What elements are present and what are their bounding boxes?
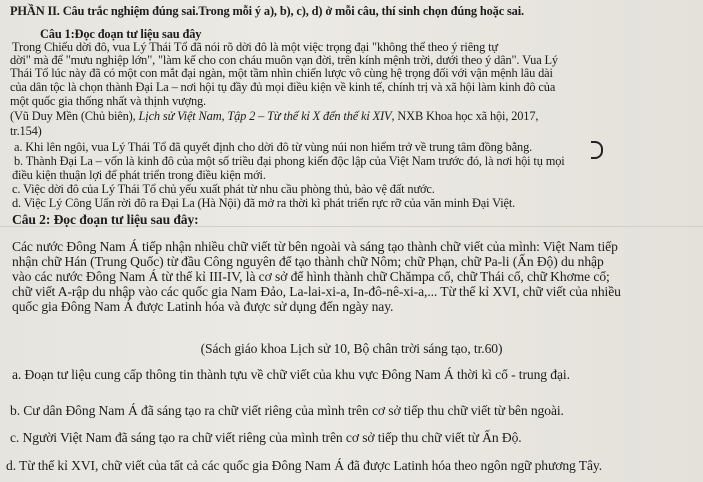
q1-title: Câu 1:Đọc đoạn tư liệu sau đây: [40, 27, 202, 41]
q1-source-page: tr.154): [10, 124, 42, 138]
q2-passage-line: Các nước Đông Nam Á tiếp nhận nhiều chữ viết từ bên ngoài và sáng tạo thành chữ viết của mình: Việt Nam tiếp: [12, 239, 618, 254]
q1-passage-line: Trong Chiếu dời đô, vua Lý Thái Tổ đã nói rõ dời đô là một việc trọng đại "không thể theo ý riêng tự: [12, 40, 498, 54]
handwritten-mark: [591, 141, 603, 159]
q1-source-title: Lịch sử Việt Nam, Tập 2 – Từ thế kỉ X đến thế kỉ XIV: [138, 109, 392, 123]
q1-passage-line: dời" mà để "mưu nghiệp lớn", "làm kế cho con cháu muôn vạn đời, trên kính mệnh trời, dưới theo ý dân". Vua Lý: [10, 53, 558, 67]
q1-passage-line: một quốc gia thống nhất và thịnh vượng.: [10, 94, 207, 108]
q2-passage-line: nhận chữ Hán (Trung Quốc) từ đầu Công nguyên để tạo thành chữ Nôm; chữ Phạn, chữ Pa-li (Ấn Độ) du nhập: [12, 254, 604, 269]
q1-option-d[interactable]: d. Việc Lý Công Uẩn rời đô ra Đại La (Hà Nội) đã mở ra thời kì phát triển rực rỡ của văn minh Đại Việt.: [12, 196, 516, 210]
q2-title: Câu 2: Đọc đoạn tư liệu sau đây:: [12, 212, 199, 227]
q2-passage-line: quốc gia Đông Nam Á được Latinh hóa và được sử dụng đến ngày nay.: [12, 299, 394, 314]
q1-passage-line: Thái Tổ lúc này đã có một con mắt đại ngàn, một tầm nhìn chiến lược vô cùng hệ trọng đối với vận mệnh lâu dài: [10, 66, 553, 80]
q1-option-b[interactable]: b. Thành Đại La – vốn là kinh đô của một số triều đại phong kiến độc lập của Việt Nam trước đó, là nơi hội tụ mọi: [14, 154, 565, 168]
q2-passage-line: chữ viết A-rập du nhập vào các quốc gia Nam Đảo, La-lai-xi-a, In-đô-nê-xi-a,... Từ thế kỉ XVI, chữ viết của nhiều: [12, 284, 621, 299]
q2-source: (Sách giáo khoa Lịch sử 10, Bộ chân trời sáng tạo, tr.60): [200, 341, 503, 356]
section-header: PHẦN II. Câu trắc nghiệm đúng sai.Trong mỗi ý a), b), c), d) ở mỗi câu, thí sinh chọn đúng hoặc sai.: [10, 4, 524, 18]
q1-option-a[interactable]: a. Khi lên ngôi, vua Lý Thái Tổ đã quyết định cho dời đô từ vùng núi non hiểm trở về trung tâm đồng bằng.: [14, 140, 533, 154]
q2-passage-line: vào các nước Đông Nam Á từ thế kỉ III-IV, là cơ sở để hình thành chữ Chămpa cổ, chữ Thái cổ, chữ Khơme cổ;: [12, 269, 610, 284]
q1-passage-line: của dân tộc là chọn thành Đại La – nơi hội tụ đầy đủ mọi điều kiện về kinh tế, chính trị và xã hội làm kinh đô của: [10, 80, 556, 94]
q2-option-c[interactable]: c. Người Việt Nam đã sáng tạo ra chữ viết riêng của mình trên cơ sở tiếp thu chữ viết từ Ấn Độ.: [10, 430, 522, 445]
q2-option-d[interactable]: d. Từ thế kỉ XVI, chữ viết của tất cả các quốc gia Đông Nam Á đã được Latinh hóa theo ngôn ngữ phương Tây.: [6, 458, 603, 473]
q1-source: [10, 109, 538, 123]
q1-source-prefix: (Vũ Duy Mền (Chủ biên),: [10, 109, 139, 123]
q1-option-b-cont: điều kiện thuận lợi để phát triển trong điều kiện mới.: [12, 168, 266, 182]
q2-option-a[interactable]: a. Đoạn tư liệu cung cấp thông tin thành tựu về chữ viết của khu vực Đông Nam Á thời kì cổ - trung đại.: [12, 367, 570, 382]
q1-option-c[interactable]: c. Việc dời đô của Lý Thái Tổ chủ yếu xuất phát từ nhu cầu phòng thủ, bảo vệ đất nước.: [12, 182, 435, 196]
q2-option-b[interactable]: b. Cư dân Đông Nam Á đã sáng tạo ra chữ viết riêng của mình trên cơ sở tiếp thu chữ viết từ bên ngoài.: [10, 403, 564, 418]
q1-source-suffix: , NXB Khoa học xã hội, 2017,: [391, 109, 539, 123]
